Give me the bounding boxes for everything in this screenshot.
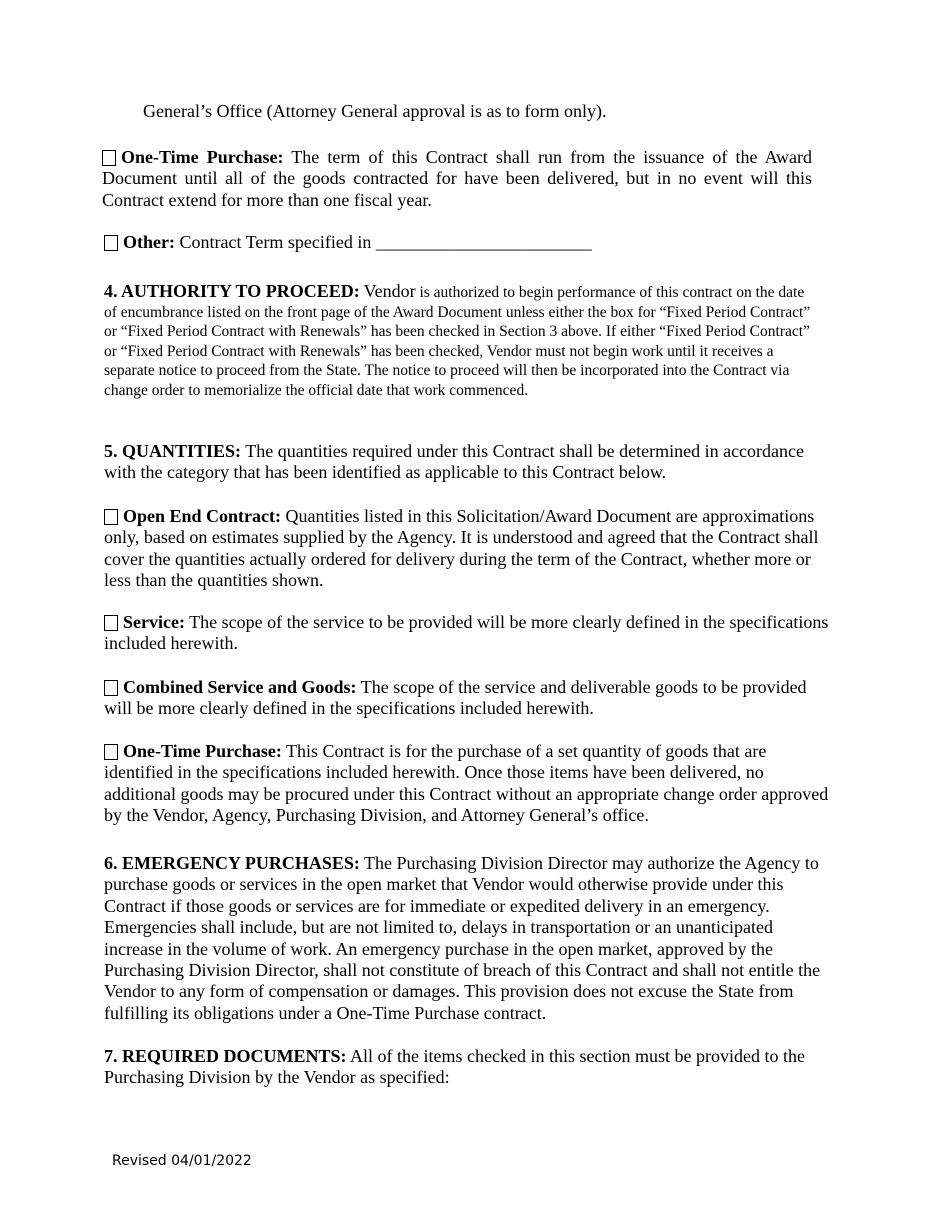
section-text: is authorized to begin performance of this contract on the date of encumbrance listed on the front page of the Award Document unless either the box for “Fixed Period Contract” or “Fixed Period Contract with Renewals” has been checked in Section 3 above. If either “Fixed Period Contract” or “Fixed Period Contract with Renewals” has been checked, Vendor must not begin work until it receives a separate notice to proceed from the State. The notice to proceed will then be incorporated into the Contract via change order to memorialize the official date that work commenced. (104, 284, 811, 399)
section-text: The quantities required under this Contract shall be determined in accordance with the category that has been identified as applicable to this Contract below. (104, 441, 805, 483)
checkbox[interactable] (104, 744, 118, 760)
option-text: Quantities listed in this Solicitation/Award Document are approximations only, based on estimates supplied by the Agency. It is understood and agreed that the Contract shall cover the quantities actually ordered for delivery during the term of the Contract, whether more or less than the quantities shown. (104, 506, 819, 591)
option-text: The term of this Contract shall run from the issuance of the Award Document until all of the goods contracted for have been delivered, but in no event will this Contract extend for more than one fiscal year. (102, 147, 812, 210)
section-text: The Purchasing Division Director may authorize the Agency to purchase goods or services in the open market that Vendor would otherwise provide under this Contract if those goods or services are for immediate or expedited delivery in an emergency. Emergencies shall include, but are not limited to, delays in transportation or an unanticipated increase in the volume of work. An emergency purchase in the open market, approved by the Purchasing Division Director, shall not constitute of breach of this Contract and shall not entitle the Vendor to any form of compensation or damages. This provision does not excuse the State from fulfilling its obligations under a One-Time Purchase contract. (104, 853, 821, 1023)
section-heading: 4. AUTHORITY TO PROCEED: (104, 281, 360, 301)
term-option-other (104, 232, 834, 253)
quantity-option-combined-service-goods (104, 677, 834, 720)
section-7-required-documents (104, 1046, 834, 1089)
option-label: Open End Contract: (123, 506, 282, 526)
option-label: Service: (123, 612, 185, 632)
checkbox[interactable] (104, 235, 118, 251)
section-lead: Vendor (363, 281, 416, 301)
option-text: Contract Term specified in ________________________ (179, 232, 592, 252)
quantity-option-service (104, 612, 834, 655)
checkbox[interactable] (102, 150, 116, 166)
section-heading: 6. EMERGENCY PURCHASES: (104, 853, 360, 873)
quantity-option-one-time-purchase (104, 741, 834, 827)
section-heading: 7. REQUIRED DOCUMENTS: (104, 1046, 347, 1066)
section-6-emergency-purchases (104, 853, 834, 1024)
section-text: All of the items checked in this section must be provided to the Purchasing Division by the Vendor as specified: (104, 1046, 805, 1088)
section-heading: 5. QUANTITIES: (104, 441, 242, 461)
checkbox[interactable] (104, 615, 118, 631)
option-text: This Contract is for the purchase of a set quantity of goods that are identified in the specifications included herewith. Once those items have been delivered, no additional goods may be procured under this Contract without an appropriate change order approved by the Vendor, Agency, Purchasing Division, and Attorney General’s office. (104, 741, 829, 826)
section-4-authority-to-proceed (104, 282, 816, 401)
option-label: One-Time Purchase: (121, 147, 284, 167)
option-label: Combined Service and Goods: (123, 677, 357, 697)
term-option-one-time-purchase (102, 147, 812, 211)
section-5-quantities (104, 441, 834, 484)
option-label: One-Time Purchase: (123, 741, 282, 761)
option-text: The scope of the service and deliverable goods to be provided will be more clearly defined in the specifications included herewith. (104, 677, 807, 719)
checkbox[interactable] (104, 509, 118, 525)
revision-footer: Revised 04/01/2022 (112, 1153, 252, 1169)
checkbox[interactable] (104, 680, 118, 696)
quantity-option-open-end-contract (104, 506, 834, 592)
option-text: The scope of the service to be provided will be more clearly defined in the specifications included herewith. (104, 612, 829, 654)
continuation-text: General’s Office (Attorney General approval is as to form only). (143, 101, 607, 121)
option-label: Other: (123, 232, 175, 252)
